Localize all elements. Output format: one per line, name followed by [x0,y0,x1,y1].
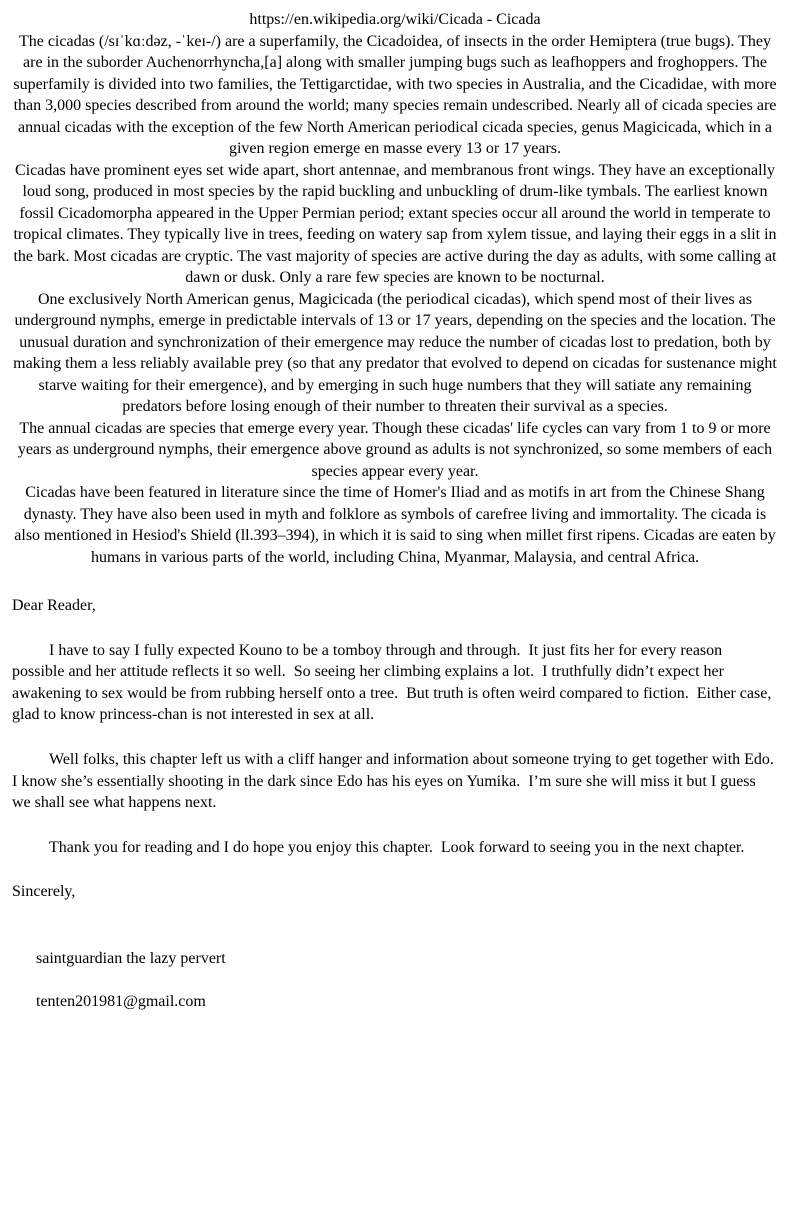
wiki-paragraph-5: Cicadas have been featured in literature since the time of Homer's Iliad and as motifs in art from the Chinese Shang dynasty. They have also been used in myth and folklore as symbols of carefree living and immortality. The cicada is also mentioned in Hesiod's Shield (ll.393–394), in which it is said to sing when millet first ripens. Cicadas are eaten by humans in various parts of the world, including China, Myanmar, Malaysia, and central Africa. [14,484,776,566]
letter-paragraph-2: Well folks, this chapter left us with a cliff hanger and information about someone trying to get together with Edo. I know she’s essentially shooting in the dark since Edo has his eyes on Yumika. I’m sure she will miss it but I guess we shall see what happens next. [12,750,782,812]
wiki-paragraph-4: The annual cicadas are species that emerge every year. Though these cicadas' life cycles can vary from 1 to 9 or more years as underground nymphs, their emergence above ground as adults is not synchronized, so some members of each species appear every year. [17,419,773,480]
source-url-line: https://en.wikipedia.org/wiki/Cicada - Cicada [249,11,541,28]
wiki-paragraph-2: Cicadas have prominent eyes set wide apart, short antennae, and membranous front wings. They have an exceptionally loud song, produced in most species by the rapid buckling and unbuckling of drum-like tymbals. The earliest known fossil Cicadomorpha appeared in the Upper Permian period; extant species occur all around the world in temperate to tropical climates. They typically live in trees, feeding on watery sap from xylem tissue, and laying their eggs in a slit in the bark. Most cicadas are cryptic. The vast majority of species are active during the day as adults, with some calling at dawn or dusk. Only a rare few species are known to be nocturnal. [13,161,777,286]
wiki-extract [12,9,778,568]
closing: Sincerely, [12,883,76,901]
wiki-paragraph-3: One exclusively North American genus, Magicicada (the periodical cicadas), which spend most of their lives as underground nymphs, emerge in predictable intervals of 13 or 17 years, depending on the species and the location. The unusual duration and synchronization of their emergence may reduce the number of cicadas lost to predation, both by making them a less reliably available prey (so that any predator that evolved to depend on cicadas for sustenance might starve waiting for their emergence), and by emerging in such huge numbers that they will satiate any remaining predators before losing enough of their number to threaten their survival as a species. [13,290,777,415]
authors-note-letter [12,595,782,1034]
wiki-paragraph-1: The cicadas (/sɪˈkɑːdəz, -ˈkeɪ-/) are a superfamily, the Cicadoidea, of insects in the order Hemiptera (true bugs). They are in the suborder Auchenorrhyncha,[a] along with smaller jumping bugs such as leafhoppers and froghoppers. The superfamily is divided into two families, the Tettigarctidae, with two species in Australia, and the Cicadidae, with more than 3,000 species described from around the world; many species remain undescribed. Nearly all of cicada species are annual cicadas with the exception of the few North American periodical cicada species, genus Magicicada, which in a given region emerge en masse every 13 or 17 years. [13,32,777,157]
signature-name: saintguardian the lazy pervert [36,949,226,967]
signature-block [12,926,778,1034]
signature-email: tenten201981@gmail.com [36,992,206,1010]
salutation: Dear Reader, [12,597,96,614]
letter-paragraph-3: Thank you for reading and I do hope you enjoy this chapter. Look forward to seeing you in the next chapter. [49,838,745,856]
letter-paragraph-1: I have to say I fully expected Kouno to be a tomboy through and through. It just fits her for every reason possible and her attitude reflects it so well. So seeing her climbing explains a lot. I truthfully didn’t expect her awakening to sex would be from rubbing herself onto a tree. But truth is often weird compared to fiction. Either case, glad to know princess-chan is not interested in sex at all. [12,641,776,724]
